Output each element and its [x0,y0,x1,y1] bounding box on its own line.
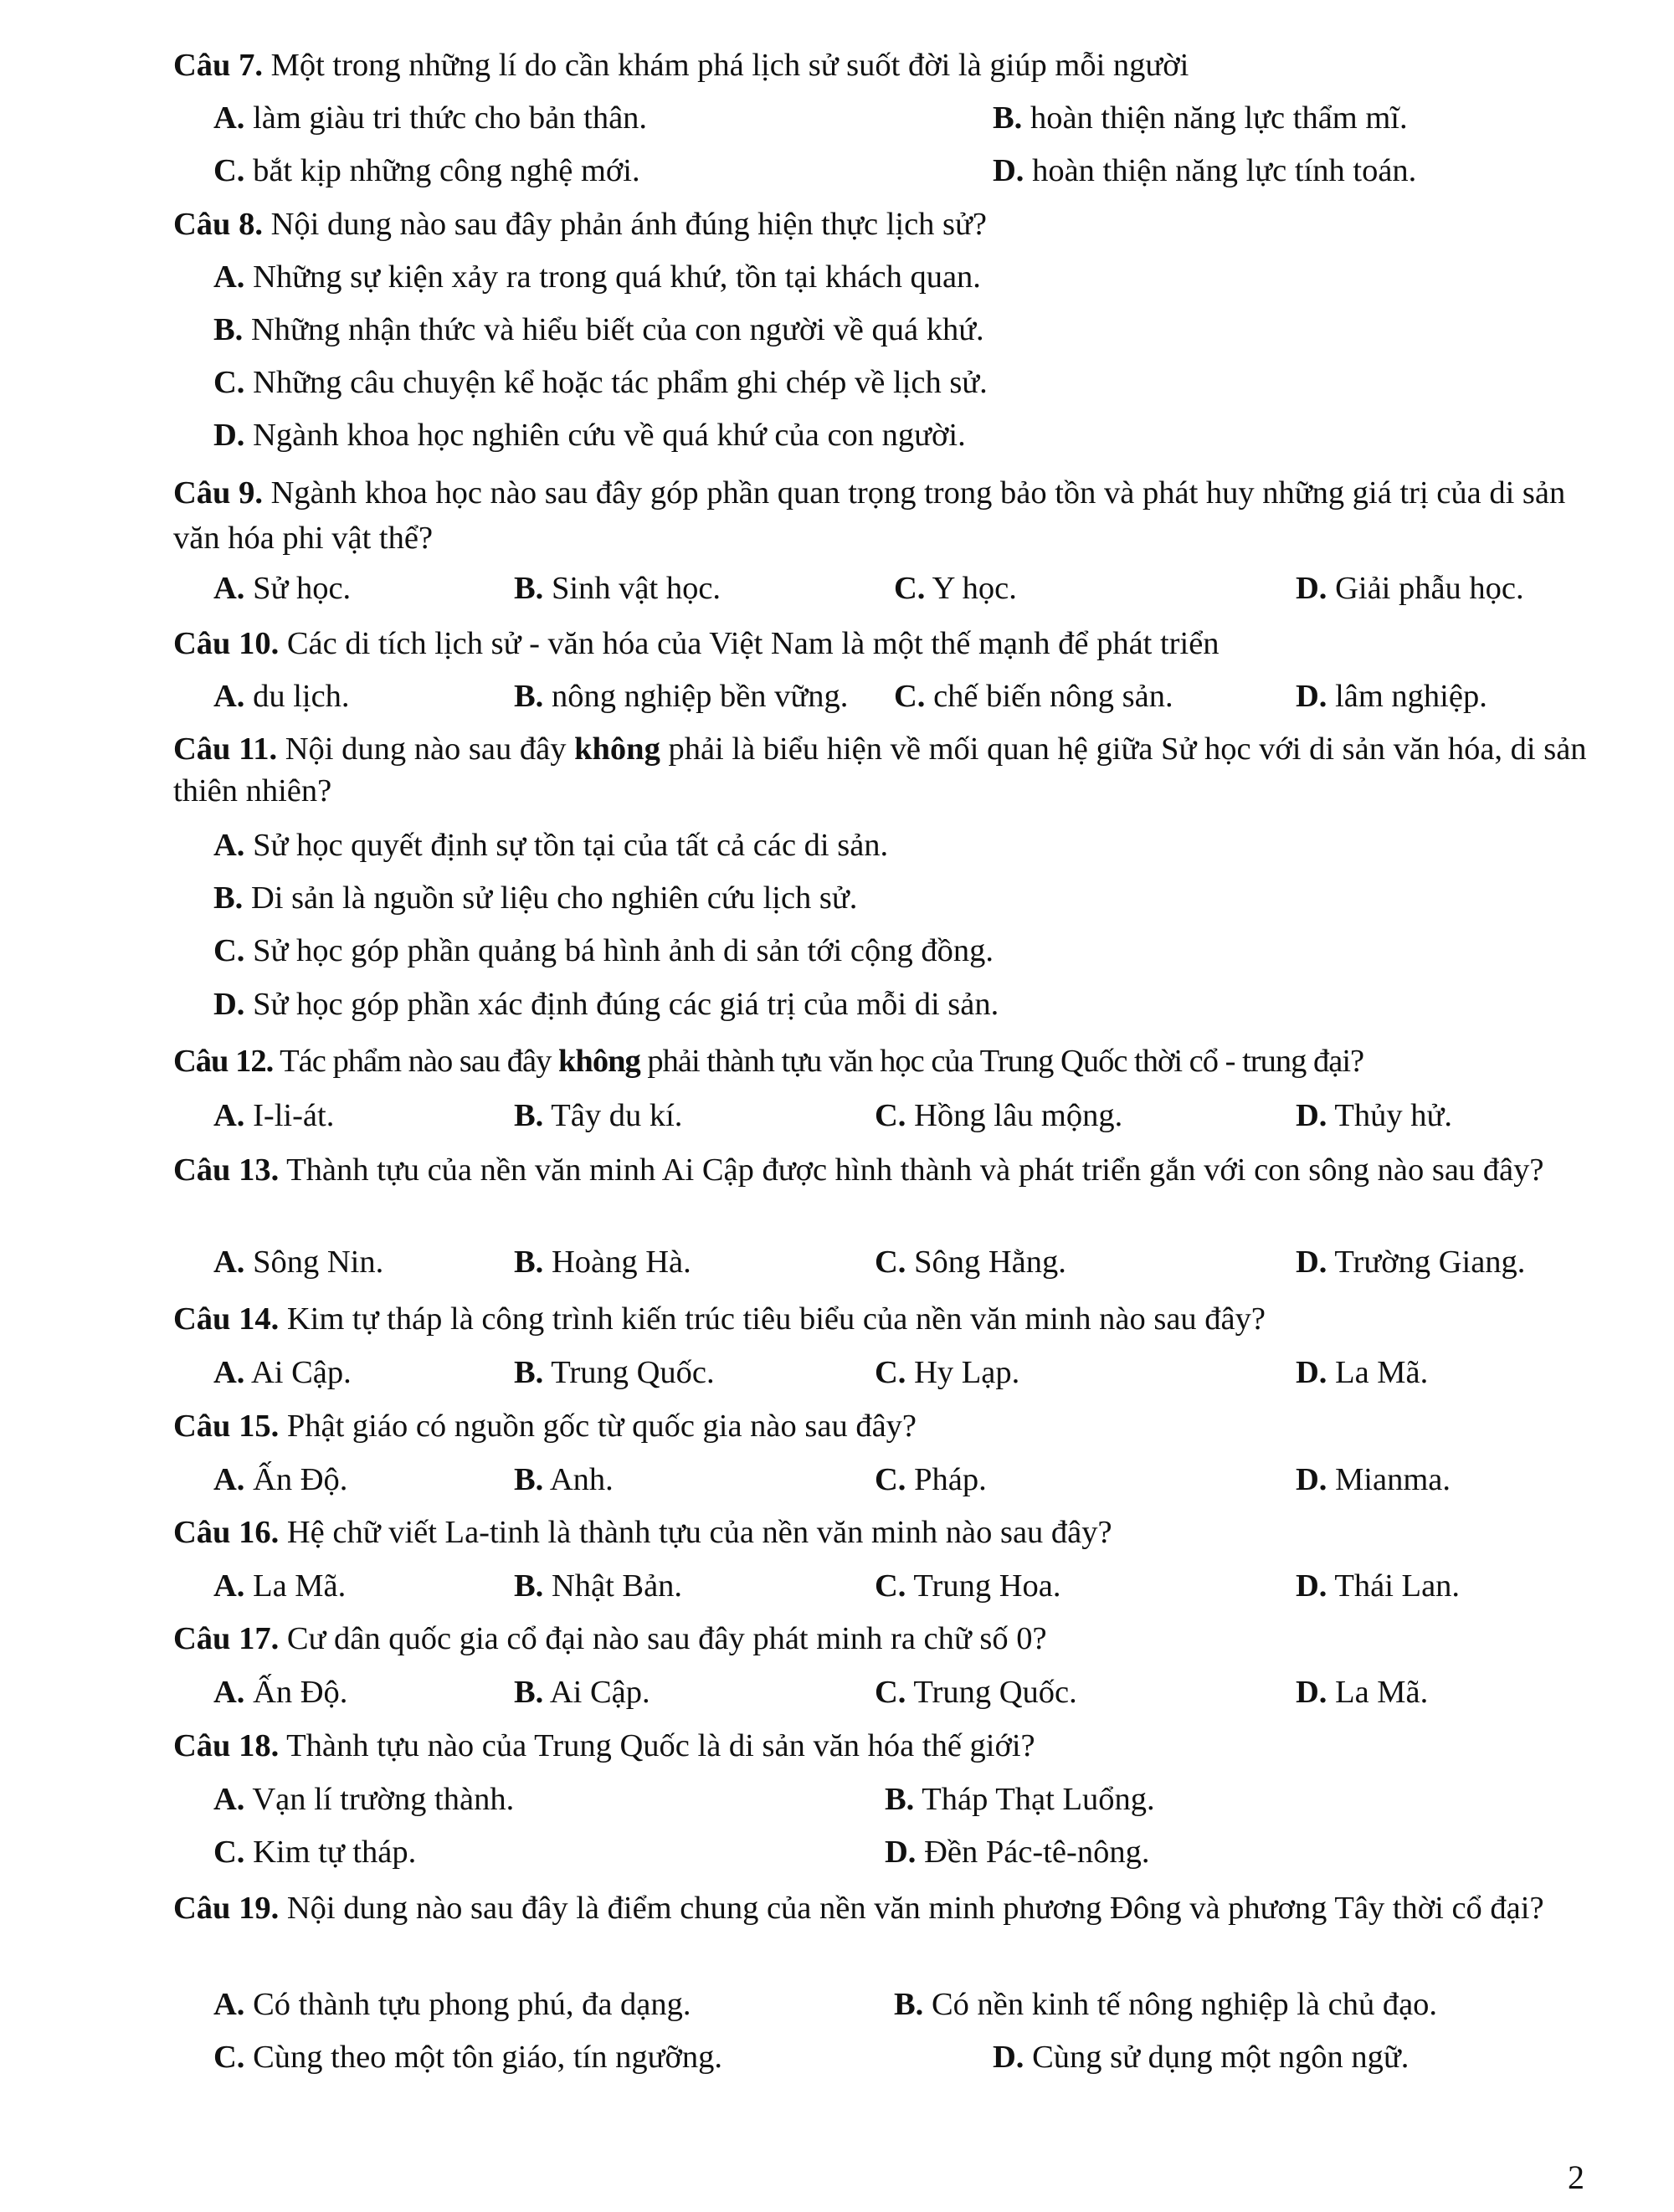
option-7c [213,147,640,194]
option-14a [213,1349,352,1396]
question-text: Kim tự tháp là công trình kiến trúc tiêu biểu của nền văn minh nào sau đây? [286,1301,1266,1337]
question-7 [173,42,1596,89]
option-letter: D. [213,987,245,1022]
option-letter: D. [1296,1568,1327,1604]
question-label: Câu 13. [173,1152,280,1188]
option-text: Cùng sử dụng một ngôn ngữ. [1032,2040,1410,2075]
question-19 [173,1886,1596,1930]
option-19c [213,2034,722,2081]
option-letter: B. [514,1675,544,1710]
option-letter: A. [213,1462,245,1497]
option-7a [213,95,647,141]
option-letter: C. [213,933,245,968]
question-text-before: Tác phẩm nào sau đây [280,1044,552,1079]
option-7d [993,147,1416,194]
question-label: Câu 15. [173,1409,280,1444]
option-letter: D. [1296,571,1327,606]
question-label: Câu 9. [173,475,263,511]
option-text: Anh. [549,1462,614,1497]
option-14b [514,1349,715,1396]
option-16c [875,1563,1061,1609]
option-letter: D. [1296,1462,1327,1497]
option-text: Trường Giang. [1334,1245,1526,1280]
option-text: Sông Nin. [253,1245,384,1280]
option-letter: B. [514,571,544,606]
option-text: Sử học. [253,571,352,606]
option-text: Tây du kí. [551,1098,683,1133]
option-10c [894,673,1173,720]
option-text: Những sự kiện xảy ra trong quá khứ, tồn tại khách quan. [253,259,981,295]
question-text: Thành tựu của nền văn minh Ai Cập được hình thành và phát triển gắn với con sông nào sau đây? [286,1152,1544,1188]
question-text: Thành tựu nào của Trung Quốc là di sản văn hóa thế giới? [286,1728,1035,1763]
option-13d [1296,1239,1525,1286]
question-text: Nội dung nào sau đây phản ánh đúng hiện thực lịch sử? [270,207,987,242]
option-letter: B. [514,1568,544,1604]
option-text: nông nghiệp bền vững. [551,679,849,714]
option-letter: D. [1296,679,1327,714]
question-text: Nội dung nào sau đây là điểm chung của nền văn minh phương Đông và phương Tây thời cổ đại? [286,1891,1544,1926]
option-11c [213,927,994,974]
option-9b [514,565,721,612]
option-9d [1296,565,1524,612]
option-text: Ấn Độ. [253,1675,348,1710]
option-16a [213,1563,346,1609]
option-text: Hoàng Hà. [551,1245,691,1280]
option-letter: C. [875,1355,906,1390]
option-14c [875,1349,1019,1396]
option-letter: C. [213,1835,245,1870]
option-letter: D. [885,1835,917,1870]
option-letter: D. [1296,1245,1327,1280]
option-letter: C. [875,1098,906,1133]
question-14 [173,1296,1596,1342]
option-12b [514,1092,682,1139]
option-letter: B. [514,1245,544,1280]
option-13b [514,1239,691,1286]
question-8 [173,201,1596,248]
option-13a [213,1239,383,1286]
option-letter: A. [213,828,245,863]
option-14d [1296,1349,1428,1396]
question-label: Câu 16. [173,1515,280,1550]
option-text: Nhật Bản. [551,1568,683,1604]
option-text: La Mã. [1335,1355,1429,1390]
question-label: Câu 19. [173,1891,280,1926]
option-text: Ai Cập. [250,1355,352,1390]
question-label: Câu 11. [173,731,278,767]
option-letter: B. [514,1098,544,1133]
option-19d [993,2034,1409,2081]
option-letter: D. [1296,1355,1327,1390]
option-11b [213,875,857,921]
option-letter: B. [213,880,244,916]
question-label: Câu 8. [173,207,263,242]
option-8b [213,306,984,353]
question-text: Một trong những lí do cần khám phá lịch sử suốt đời là giúp mỗi người [270,48,1189,83]
option-17d [1296,1669,1428,1716]
option-letter: C. [213,2040,245,2075]
option-17c [875,1669,1077,1716]
question-label: Câu 14. [173,1301,280,1337]
option-letter: A. [213,1568,245,1604]
question-text: Các di tích lịch sử - văn hóa của Việt Nam là một thế mạnh để phát triển [286,626,1220,661]
page-number: 2 [1568,2158,1584,2196]
option-10a [213,673,350,720]
question-17 [173,1615,1596,1662]
option-text: Hy Lạp. [914,1355,1020,1390]
option-letter: C. [894,679,926,714]
question-11 [173,728,1596,812]
option-letter: B. [894,1987,924,2022]
option-text: làm giàu tri thức cho bản thân. [253,100,648,136]
option-text: Sử học góp phần quảng bá hình ảnh di sản tới cộng đồng. [253,933,994,968]
option-letter: D. [993,153,1024,188]
option-17b [514,1669,650,1716]
option-18a [213,1776,514,1823]
option-letter: A. [213,100,245,136]
option-text: Y học. [932,571,1017,606]
option-letter: D. [213,418,245,453]
option-letter: B. [213,312,244,347]
option-letter: B. [993,100,1023,136]
option-letter: A. [213,679,245,714]
question-12 [173,1038,1596,1085]
question-text-after: phải là biểu hiện về mối quan hệ giữa Sử học với di sản văn hóa, di sản thiên nhiên? [173,731,1587,808]
option-16b [514,1563,682,1609]
option-text: La Mã. [253,1568,347,1604]
option-letter: D. [993,2040,1024,2075]
option-letter: B. [885,1782,915,1817]
option-letter: B. [514,1462,544,1497]
option-text: Sử học góp phần xác định đúng các giá trị của mỗi di sản. [253,987,999,1022]
question-13 [173,1148,1596,1192]
option-text: Có nền kinh tế nông nghiệp là chủ đạo. [931,1987,1438,2022]
option-17a [213,1669,347,1716]
question-label: Câu 7. [173,48,263,83]
option-letter: A. [213,1675,245,1710]
option-19b [894,1981,1437,2028]
option-9c [894,565,1017,612]
option-letter: A. [213,1987,245,2022]
question-15 [173,1403,1596,1450]
option-letter: A. [213,1098,245,1133]
option-10d [1296,673,1487,720]
option-text: Trung Hoa. [913,1568,1061,1604]
option-text: Trung Quốc. [551,1355,715,1390]
option-15d [1296,1456,1451,1503]
option-text: bắt kịp những công nghệ mới. [253,153,640,188]
question-emphasis: không [558,1044,640,1079]
option-text: Kim tự tháp. [253,1835,417,1870]
option-15c [875,1456,987,1503]
question-text: Hệ chữ viết La-tinh là thành tựu của nền văn minh nào sau đây? [286,1515,1112,1550]
option-text: Sinh vật học. [551,571,721,606]
option-text: Những nhận thức và hiểu biết của con người về quá khứ. [250,312,984,347]
option-letter: C. [213,153,245,188]
question-16 [173,1509,1596,1556]
question-label: Câu 12. [173,1044,274,1079]
question-18 [173,1722,1596,1769]
question-9 [173,470,1596,561]
option-12a [213,1092,334,1139]
option-text: Pháp. [914,1462,987,1497]
option-letter: D. [1296,1675,1327,1710]
option-letter: A. [213,259,245,295]
question-label: Câu 17. [173,1621,280,1656]
option-letter: A. [213,1245,245,1280]
option-10b [514,673,848,720]
option-text: du lịch. [253,679,350,714]
question-text: Ngành khoa học nào sau đây góp phần quan trọng trong bảo tồn và phát huy những giá trị của di sản văn hóa phi vật thể? [173,475,1566,556]
option-15a [213,1456,347,1503]
option-7b [993,95,1408,141]
option-letter: C. [875,1568,906,1604]
option-text: hoàn thiện năng lực thẩm mĩ. [1030,100,1408,136]
option-letter: A. [213,1355,245,1390]
option-text: Thái Lan. [1334,1568,1461,1604]
option-9a [213,565,351,612]
option-text: Giải phẫu học. [1335,571,1524,606]
option-text: I-li-át. [253,1098,335,1133]
option-text: Thủy hử. [1334,1098,1453,1133]
question-text: Phật giáo có nguồn gốc từ quốc gia nào sau đây? [286,1409,917,1444]
option-text: Vạn lí trường thành. [252,1782,515,1817]
option-text: Ai Cập. [549,1675,650,1710]
option-16d [1296,1563,1460,1609]
option-12c [875,1092,1122,1139]
option-letter: C. [213,365,245,400]
option-8c [213,359,988,406]
question-text: Cư dân quốc gia cổ đại nào sau đây phát minh ra chữ số 0? [286,1621,1047,1656]
option-18d [885,1829,1149,1876]
question-label: Câu 18. [173,1728,280,1763]
option-letter: A. [213,1782,245,1817]
option-11d [213,981,999,1028]
option-letter: D. [1296,1098,1327,1133]
option-12d [1296,1092,1452,1139]
option-18b [885,1776,1155,1823]
option-letter: C. [875,1675,906,1710]
option-letter: C. [894,571,926,606]
option-19a [213,1981,691,2028]
option-text: Tháp Thạt Luổng. [922,1782,1155,1817]
option-text: chế biến nông sản. [933,679,1173,714]
option-text: Di sản là nguồn sử liệu cho nghiên cứu lịch sử. [250,880,858,916]
option-text: Ngành khoa học nghiên cứu về quá khứ của con người. [253,418,966,453]
option-text: Có thành tựu phong phú, đa dạng. [253,1987,691,2022]
option-letter: B. [514,1355,544,1390]
question-text-after: phải thành tựu văn học của Trung Quốc thời cổ - trung đại? [647,1044,1364,1079]
option-text: Trung Quốc. [913,1675,1077,1710]
option-text: Ấn Độ. [253,1462,348,1497]
option-text: lâm nghiệp. [1335,679,1487,714]
option-text: Sông Hằng. [914,1245,1066,1280]
question-10 [173,620,1596,667]
option-13c [875,1239,1066,1286]
option-letter: B. [514,679,544,714]
option-letter: C. [875,1245,906,1280]
question-emphasis: không [574,731,660,767]
option-8d [213,412,966,459]
option-text: Hồng lâu mộng. [914,1098,1123,1133]
option-text: La Mã. [1335,1675,1429,1710]
option-text: Sử học quyết định sự tồn tại của tất cả các di sản. [253,828,889,863]
option-letter: A. [213,571,245,606]
question-text-before: Nội dung nào sau đây [285,731,567,767]
option-8a [213,254,981,300]
option-text: Những câu chuyện kể hoặc tác phẩm ghi chép về lịch sử. [253,365,988,400]
option-text: hoàn thiện năng lực tính toán. [1032,153,1417,188]
option-18c [213,1829,416,1876]
option-text: Đền Pác-tê-nông. [924,1835,1150,1870]
option-15b [514,1456,614,1503]
option-letter: C. [875,1462,906,1497]
option-11a [213,822,888,869]
question-label: Câu 10. [173,626,280,661]
option-text: Cùng theo một tôn giáo, tín ngưỡng. [253,2040,723,2075]
option-text: Mianma. [1335,1462,1451,1497]
